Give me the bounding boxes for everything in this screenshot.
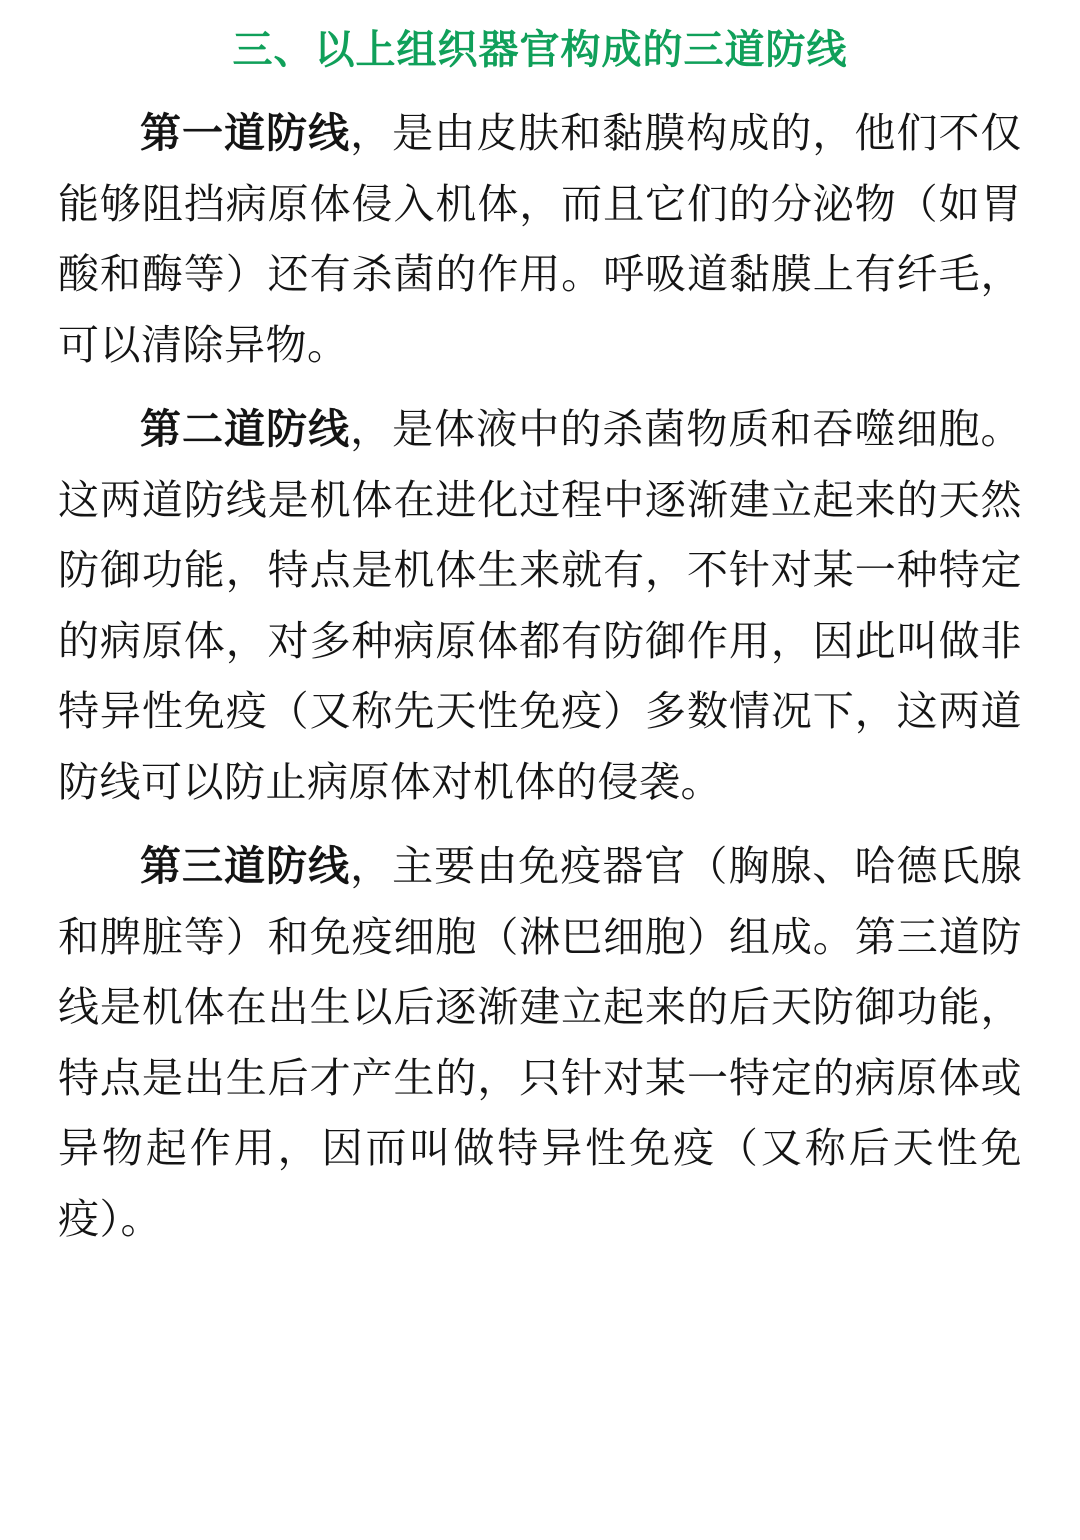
paragraph-lead-third-defense: 第三道防线: [140, 843, 351, 890]
paragraph-third-defense: [58, 831, 1022, 1254]
paragraph-body-third-defense: ，主要由免疫器官（胸腺、哈德氏腺和脾脏等）和免疫细胞（淋巴细胞）组成。第三道防线是机体在出生以后逐渐建立起来的后天防御功能，特点是出生后才产生的，只针对某一特定的病原体或异物起作用，因而叫做特异性免疫（又称后天性免疫）。: [58, 843, 1022, 1242]
paragraph-body-first-defense: ，是由皮肤和黏膜构成的，他们不仅能够阻挡病原体侵入机体，而且它们的分泌物（如胃酸和酶等）还有杀菌的作用。呼吸道黏膜上有纤毛，可以清除异物。: [58, 110, 1022, 368]
section-heading: 三、以上组织器官构成的三道防线: [232, 28, 848, 72]
paragraph-lead-first-defense: 第一道防线: [140, 110, 351, 156]
paragraph-body-second-defense: ，是体液中的杀菌物质和吞噬细胞。这两道防线是机体在进化过程中逐渐建立起来的天然防御功能，特点是机体生来就有，不针对某一种特定的病原体，对多种病原体都有防御作用，因此叫做非特异性免疫（又称先天性免疫）多数情况下，这两道防线可以防止病原体对机体的侵袭。: [58, 406, 1022, 805]
paragraph-second-defense: [58, 394, 1022, 817]
paragraph-lead-second-defense: 第二道防线: [140, 406, 351, 453]
paragraph-first-defense: [58, 98, 1022, 380]
